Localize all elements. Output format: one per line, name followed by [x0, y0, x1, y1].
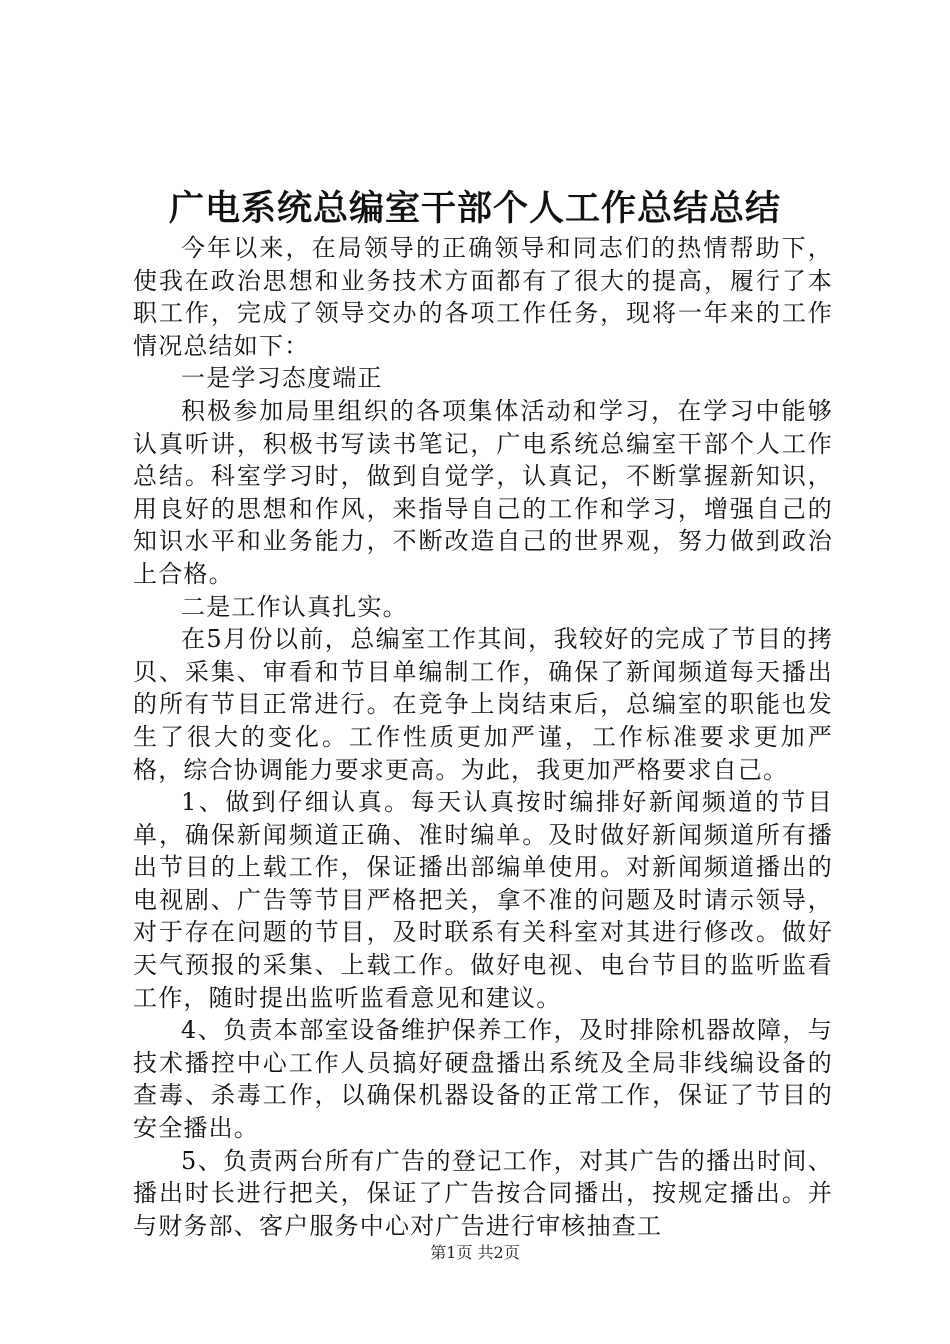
paragraph-item-5: 5、负责两台所有广告的登记工作，对其广告的播出时间、播出时长进行把关，保证了广告按合同播出，按规定播出。并与财务部、客户服务中心对广告进行审核抽查工 — [133, 1146, 833, 1240]
paragraph-work: 在5月份以前，总编室工作其间，我较好的完成了节目的拷贝、采集、审看和节目单编制工作，确保了新闻频道每天播出的所有节目正常进行。在竞争上岗结束后，总编室的职能也发生了很大的变化。工作性质更加严谨，工作标准要求更加严格，综合协调能力要求更高。为此，我更加严格要求自己。 — [133, 625, 833, 784]
paragraph-item-4: 4、负责本部室设备维护保养工作，及时排除机器故障，与技术播控中心工作人员搞好硬盘播出系统及全局非线编设备的查毒、杀毒工作，以确保机器设备的正常工作，保证了节目的安全播出。 — [133, 1016, 833, 1143]
paragraph-study: 积极参加局里组织的各项集体活动和学习，在学习中能够认真听讲，积极书写读书笔记，广电系统总编室干部个人工作总结。科室学习时，做到自觉学，认真记，不断掌握新知识，用良好的思想和作风，来指导自己的工作和学习，增强自己的知识水平和业务能力，不断改造自己的世界观，努力做到政治上合格。 — [133, 396, 833, 588]
page-footer: 第1页 共2页 — [430, 1243, 520, 1262]
document-title: 广电系统总编室干部个人工作总结总结 — [168, 188, 781, 229]
paragraph-heading-work: 二是工作认真扎实。 — [181, 592, 408, 621]
paragraph-intro: 今年以来，在局领导的正确领导和同志们的热情帮助下，使我在政治思想和业务技术方面都有了很大的提高，履行了本职工作，完成了领导交办的各项工作任务，现将一年来的工作情况总结如下： — [133, 234, 833, 360]
paragraph-item-1: 1、做到仔细认真。每天认真按时编排好新闻频道的节目单，确保新闻频道正确、准时编单。及时做好新闻频道所有播出节目的上载工作，保证播出部编单使用。对新闻频道播出的电视剧、广告等节目严格把关，拿不准的问题及时请示领导，对于存在问题的节目，及时联系有关科室对其进行修改。做好天气预报的采集、上载工作。做好电视、电台节目的监听监看工作，随时提出监听监看意见和建议。 — [133, 788, 833, 1012]
document-body — [133, 232, 833, 1242]
paragraph-heading-study: 一是学习态度端正 — [181, 364, 383, 393]
